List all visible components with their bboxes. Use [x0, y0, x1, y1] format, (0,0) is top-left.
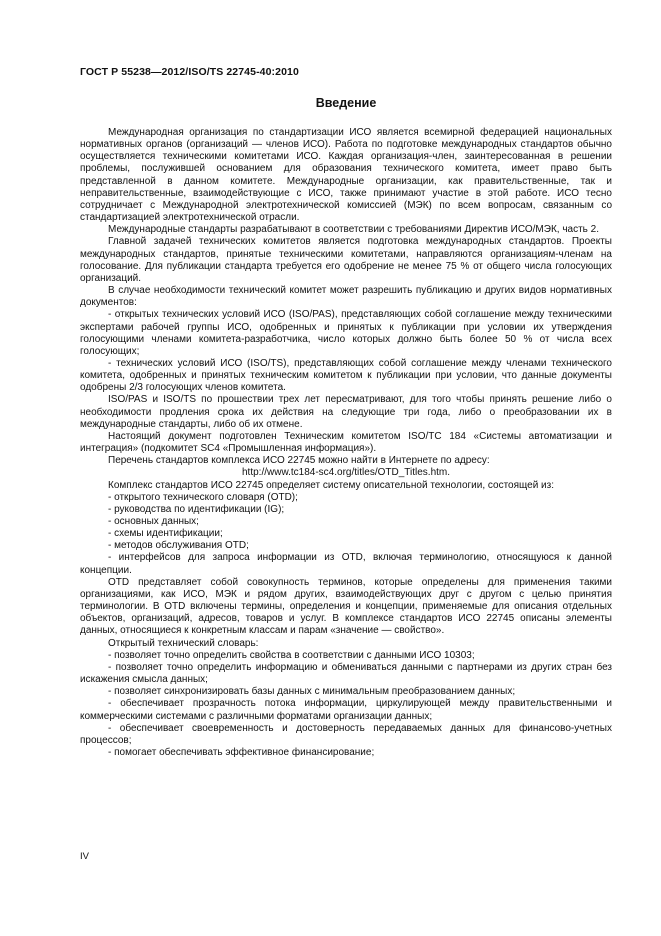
paragraph: Перечень стандартов комплекса ИСО 22745 можно найти в Интернете по адресу: [108, 455, 490, 467]
paragraph: Настоящий документ подготовлен Техническим комитетом ISO/TC 184 «Системы автоматизации и интеграция» (подкомитет SC4 «Промышленная информация»). [80, 430, 612, 455]
list-item: - открытого технического словаря (OTD); [108, 491, 298, 503]
list-item: - помогает обеспечивать эффективное финансирование; [108, 746, 375, 758]
page-number: IV [80, 851, 89, 862]
list-item: - обеспечивает своевременность и достоверность передаваемых данных для финансово-учетных процессов; [80, 722, 612, 746]
list-item: - позволяет точно определить свойства в соответствии с данными ИСО 10303; [108, 649, 475, 661]
list-item: - руководства по идентификации (IG); [108, 503, 285, 515]
paragraph: Международная организация по стандартизации ИСО является всемирной федерацией национальных нормативных органов (организаций — членов ИСО). Работа по подготовке международных стандартов обычно осуществляется техническими комитетами ИСО. Каждая организация-член, заинтересованная в решении проблемы, послужившей основанием для образования технического комитета, имеет право быть представленной в данном комитете. Международные организации, как правительственные, так и неправительственные, взаимодействующие с ИСО, также принимают участие в этой работе. ИСО тесно сотрудничает с Международной электротехнической комиссией (МЭК) по всем вопросам, связанным со стандартизацией электротехнической отрасли. [80, 127, 612, 224]
paragraph: Главной задачей технических комитетов является подготовка международных стандартов. Проекты международных стандартов, принятые техническими комитетами, направляются организациям-членам на голосование. Для публикации стандарта требуется его одобрение не менее 75 % от общего числа голосующих организаций. [80, 236, 612, 284]
list-item: - обеспечивает прозрачность потока информации, циркулирующей между правительственными и коммерческими системами с различными форматами организации данных; [80, 698, 612, 722]
document-body [80, 127, 612, 759]
list-item: - основных данных; [108, 516, 199, 527]
document-header: ГОСТ Р 55238—2012/ISO/TS 22745-40:2010 [80, 66, 299, 78]
url-line: http://www.tc184-sc4.org/titles/OTD_Titles.htm. [241, 467, 451, 479]
paragraph: Комплекс стандартов ИСО 22745 определяет систему описательной технологии, состоящей из: [108, 479, 555, 491]
paragraph: ISO/PAS и ISO/TS по прошествии трех лет пересматривают, для того чтобы принять решение либо о необходимости продления срока их действия на следующие три года, либо о преобразовании их в международные стандарты, либо об их отмене. [80, 394, 612, 430]
section-title: Введение [315, 96, 377, 110]
paragraph: Открытый технический словарь: [108, 637, 259, 649]
list-item: - позволяет точно определить информацию и обмениваться данными с партнерами из других стран без искажения смысла данных; [80, 661, 612, 686]
paragraph: В случае необходимости технический комитет может разрешить публикацию и других видов нормативных документов: [80, 285, 612, 309]
list-item: - интерфейсов для запроса информации из OTD, включая терминологию, относящуюся к данной концепции. [80, 552, 612, 576]
paragraph: OTD представляет собой совокупность терминов, которые определены для применения такими организациями, как ИСО, МЭК и рядом других, взаимодействующих друг с другом с целью принятия терминологии. В OTD включены термины, определения и концепции, применяемые для описания отдельных объектов, организаций, адресов, товаров и услуг. В комплексе стандартов ИСО 22745 описаны элементы данных, относящиеся к конкретным классам и парам «значение — свойство». [80, 576, 612, 637]
list-item: - схемы идентификации; [108, 528, 223, 540]
list-item: - позволяет синхронизировать базы данных с минимальным преобразованием данных; [108, 686, 516, 698]
paragraph: - технических условий ИСО (ISO/TS), представляющих собой соглашение между членами технического комитета, одобренных и принятых техническим комитетом к публикации при условии, что данные документы одобрены 2/3 голосующих членов комитета. [80, 357, 612, 394]
paragraph: Международные стандарты разрабатывают в соответствии с требованиями Директив ИСО/МЭК, часть 2. [108, 224, 600, 236]
paragraph: - открытых технических условий ИСО (ISO/PAS), представляющих собой соглашение между техническими экспертами рабочей группы ИСО, одобренных и принятых к публикации при условии их утверждения голосующими членами комитета-разработчика, число которых должно быть более 50 % от числа всех голосующих; [80, 309, 612, 357]
list-item: - методов обслуживания OTD; [108, 540, 249, 552]
